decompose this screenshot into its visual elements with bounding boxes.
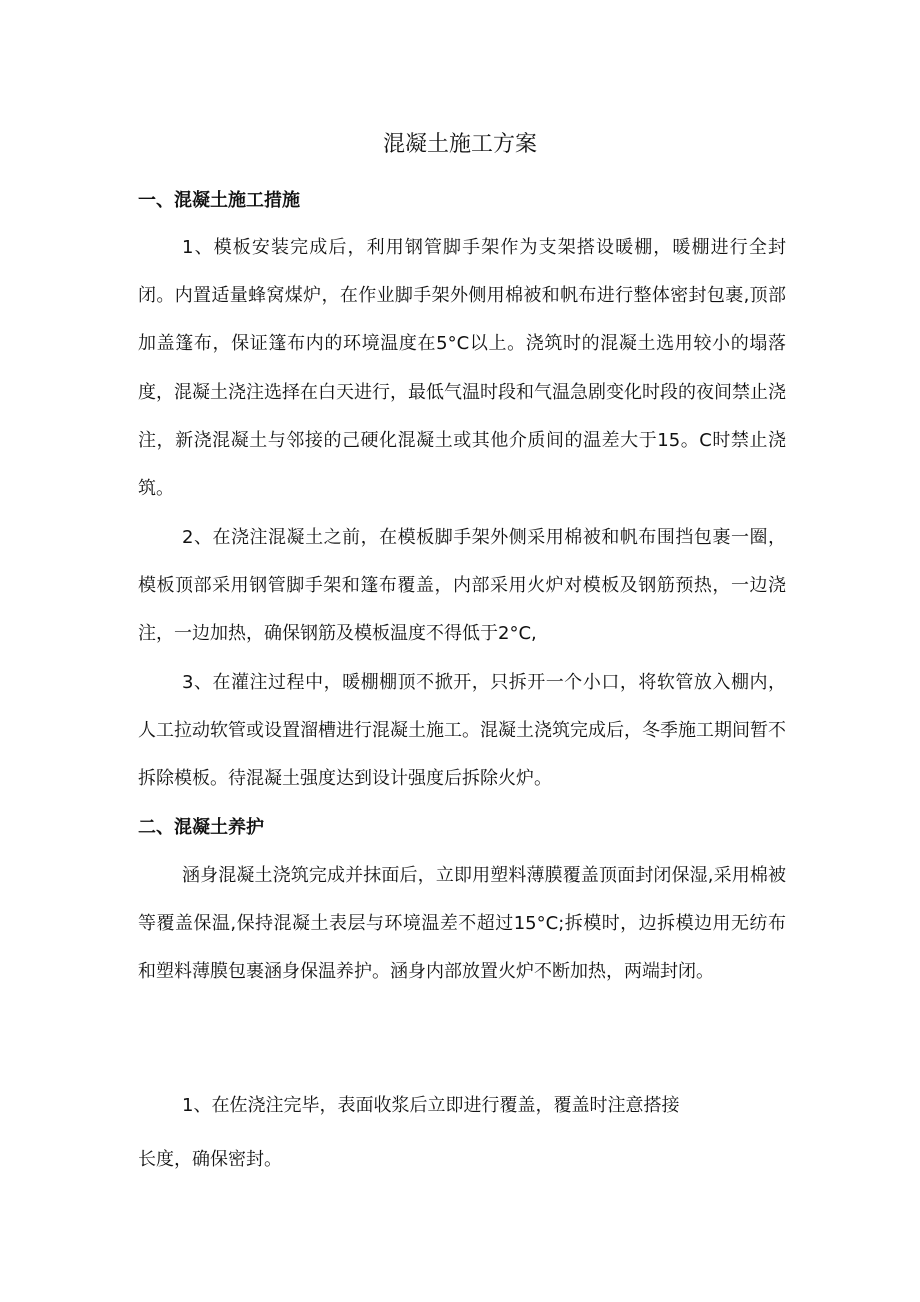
curing-item-1-line-1: 1、在佐浇注完毕，表面收浆后立即进行覆盖，覆盖时注意搭接 (182, 1095, 680, 1116)
section-heading-curing: 二、混凝土养护 (138, 817, 264, 838)
section-heading-construction-measures: 一、混凝土施工措施 (138, 190, 300, 211)
curing-item-1 (138, 1091, 798, 1175)
curing-item-1-line-2: 长度，确保密封。 (138, 1149, 282, 1170)
paragraph-measure-3: 3、在灌注过程中，暖棚棚顶不掀开，只拆开一个小口，将软管放入棚内，人工拉动软管或设置溜槽进行混凝土施工。混凝土浇筑完成后，冬季施工期间暂不拆除模板。待混凝土强度达到设计强度后拆除火炉。 (138, 672, 786, 790)
document-title: 混凝土施工方案 (382, 132, 537, 157)
paragraph-curing-intro: 涵身混凝土浇筑完成并抹面后，立即用塑料薄膜覆盖顶面封闭保湿,采用棉被等覆盖保温,保持混凝土表层与环境温差不超过15°C;拆模时，边拆模边用无纺布和塑料薄膜包裹涵身保温养护。涵身内部放置火炉不断加热，两端封闭。 (138, 865, 786, 983)
paragraph-measure-2: 2、在浇注混凝土之前，在模板脚手架外侧采用棉被和帆布围挡包裹一圈，模板顶部采用钢管脚手架和篷布覆盖，内部采用火炉对模板及钢筋预热，一边浇注，一边加热，确保钢筋及模板温度不得低于2°C, (138, 527, 786, 645)
paragraph-measure-1: 1、模板安装完成后，利用钢管脚手架作为支架搭设暖棚，暖棚进行全封闭。内置适量蜂窝煤炉，在作业脚手架外侧用棉被和帆布进行整体密封包裹,顶部加盖篷布，保证篷布内的环境温度在5°C以上。浇筑时的混凝土选用较小的塌落度，混凝土浇注选择在白天进行，最低气温时段和气温急剧变化时段的夜间禁止浇注，新浇混凝土与邻接的己硬化混凝土或其他介质间的温差大于15。C时禁止浇筑。 (138, 237, 786, 500)
